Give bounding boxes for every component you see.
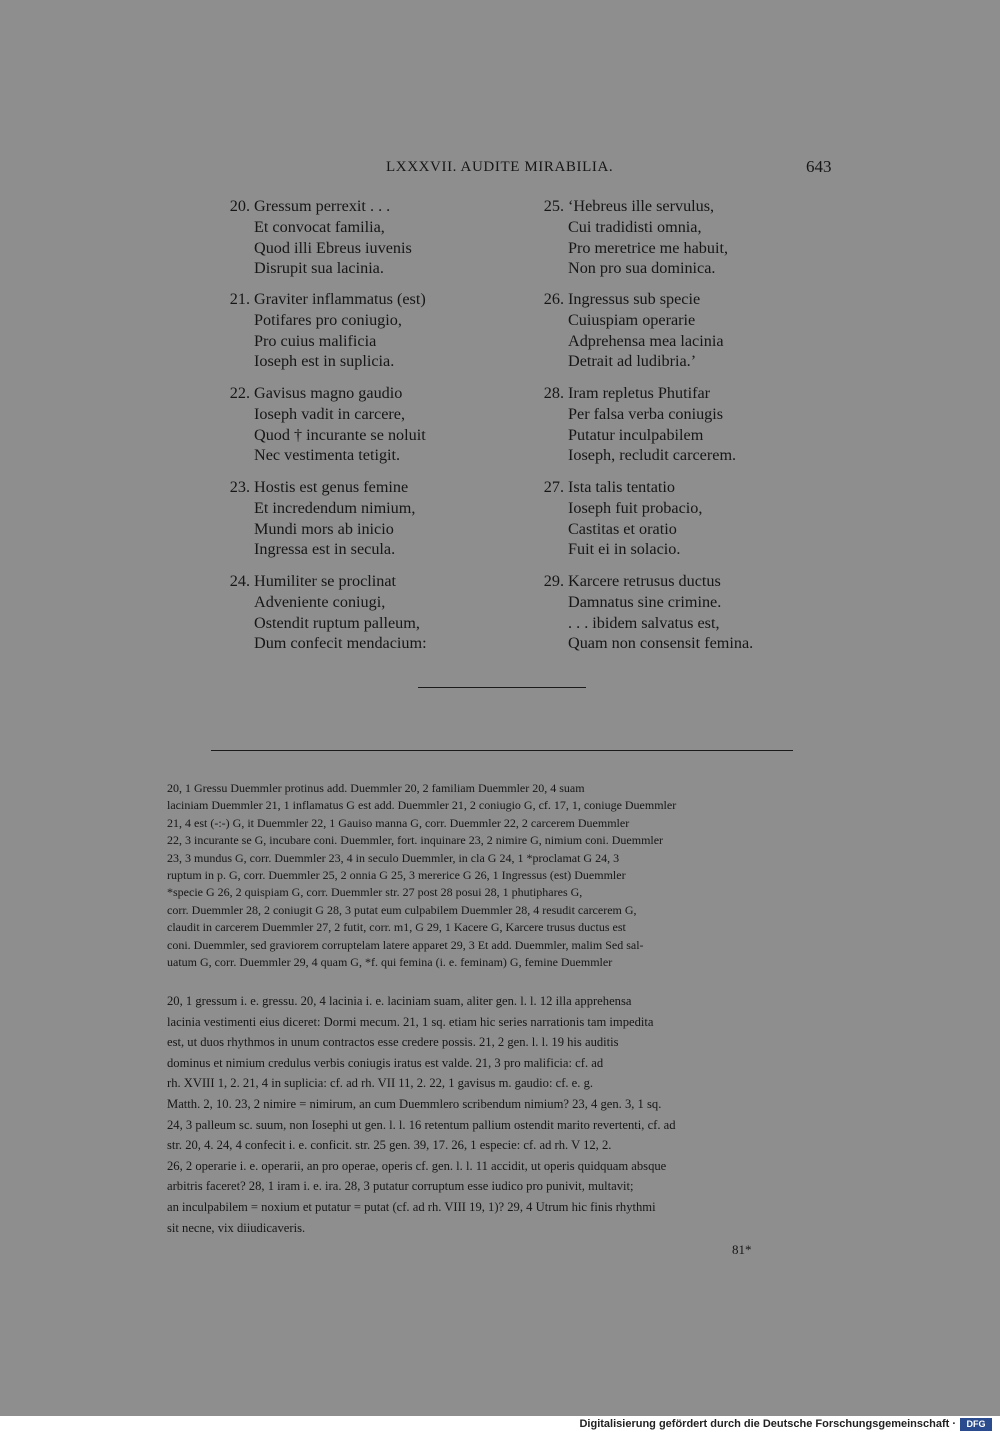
note-line: Matth. 2, 10. 23, 2 nimire = nimirum, an cum Duemmlero scribendum nimium? 23, 4 gen. 3, 1 sq. — [167, 1096, 662, 1111]
verse-line: Quam non consensit femina. — [568, 634, 754, 653]
verse-line: Et incredendum nimium, — [254, 498, 416, 517]
stanza-number: 27. — [543, 478, 564, 496]
stanza-number: 23. — [229, 478, 250, 496]
verse-line: Ioseph vadit in carcere, — [254, 404, 406, 423]
verse-line: Pro cuius malificia — [254, 331, 377, 350]
apparatus-line: *specie G 26, 2 quispiam G, corr. Duemmler str. 27 post 28 posui 28, 1 phutiphares G, — [167, 885, 583, 900]
stanza-number: 28. — [543, 384, 564, 402]
stanza-number: 29. — [543, 572, 564, 590]
stanza-29 — [543, 571, 754, 654]
note-line: 24, 3 palleum sc. suum, non Iosephi ut gen. l. l. 16 retentum pallium ostendit marito revertenti, cf. ad — [167, 1117, 676, 1132]
verse-line: Cui tradidisti omnia, — [568, 217, 702, 236]
verse-line: Adveniente coniugi, — [254, 592, 386, 611]
apparatus-line: 21, 4 est (-:-) G, it Duemmler 22, 1 Gauiso manna G, corr. Duemmler 22, 2 carcerem Duemmler — [167, 815, 630, 830]
dfg-logo-icon: DFG — [960, 1418, 992, 1431]
stanza-27 — [543, 477, 703, 560]
stanza-number: 22. — [229, 384, 250, 402]
apparatus-line: claudit in carcerem Duemmler 27, 2 futit, corr. m1, G 29, 1 Kacere G, Karcere trusus ductus est — [167, 920, 626, 935]
verse-line: . . . ibidem salvatus est, — [568, 613, 720, 632]
stanza-22 — [229, 383, 426, 466]
verse-line: Pro meretrice me habuit, — [568, 238, 729, 257]
note-line: 20, 1 gressum i. e. gressu. 20, 4 lacinia i. e. laciniam suam, aliter gen. l. l. 12 illa apprehensa — [167, 994, 632, 1008]
apparatus-line: 22, 3 incurante se G, incubare coni. Duemmler, fort. inquinare 23, 2 nimire G, nimium coni. Duemmler — [167, 833, 664, 848]
note-line: 26, 2 operarie i. e. operarii, an pro operae, operis cf. gen. l. l. 11 accidit, ut operis quidquam absque — [167, 1158, 667, 1173]
apparatus-divider-rule — [211, 750, 793, 751]
verse-line: Damnatus sine crimine. — [568, 592, 722, 611]
stanza-number: 20. — [229, 197, 250, 215]
verse-line: Gavisus magno gaudio — [254, 384, 403, 402]
apparatus-line: uatum G, corr. Duemmler 29, 4 quam G, *f. qui femina (i. e. feminam) G, femine Duemmler — [167, 954, 613, 969]
verse-line: Disrupit sua lacinia. — [254, 259, 384, 278]
verse-line: Ostendit ruptum palleum, — [254, 613, 420, 632]
note-line: rh. XVIII 1, 2. 21, 4 in suplicia: cf. ad rh. VII 11, 2. 22, 1 gavisus m. gaudio: cf. e. g. — [167, 1076, 594, 1091]
verse-line: Adprehensa mea lacinia — [568, 331, 724, 350]
verse-line: Ingressus sub specie — [568, 290, 701, 308]
commentary-notes — [167, 991, 837, 1238]
page-number: 643 — [806, 157, 832, 176]
footer-bar — [0, 1416, 1000, 1434]
verse-line: Mundi mors ab inicio — [254, 519, 394, 538]
verse-line: Gressum perrexit . . . — [254, 197, 391, 215]
signature-mark: 81* — [732, 1242, 752, 1257]
apparatus-line: ruptum in p. G, corr. Duemmler 25, 2 onnia G 25, 3 mererice G 26, 1 Ingressus (est) Duemmler — [167, 867, 626, 882]
apparatus-line: corr. Duemmler 28, 2 coniugit G 28, 3 putat eum culpabilem Duemmler 28, 4 resudit carcerem G, — [167, 902, 637, 917]
verse-line: Dum confecit mendacium: — [254, 634, 427, 653]
verse-line: Ioseph, recludit carcerem. — [568, 446, 737, 465]
verse-line: Ioseph est in suplicia. — [254, 352, 395, 371]
verse-line: Ioseph fuit probacio, — [568, 498, 703, 517]
verse-line: Detrait ad ludibria.’ — [568, 352, 697, 371]
stanza-23 — [229, 477, 416, 560]
verse-line: Putatur inculpabilem — [568, 425, 704, 444]
apparatus-line: coni. Duemmler, sed graviorem corruptelam latere apparet 29, 3 Et add. Duemmler, malim Sed sal- — [167, 937, 644, 952]
note-line: est, ut duos rhythmos in unum contractos esse credere possis. 21, 2 gen. l. l. 19 his auditis — [167, 1035, 619, 1050]
verse-line: Ista talis tentatio — [568, 478, 675, 496]
stanza-21 — [229, 289, 426, 372]
verse-line: Cuiuspiam operarie — [568, 310, 696, 329]
verse-line: Quod illi Ebreus iuvenis — [254, 238, 412, 257]
note-line: an inculpabilem = noxium et putatur = putat (cf. ad rh. VIII 19, 1)? 29, 4 Utrum hic finis rhythmi — [167, 1199, 656, 1214]
critical-apparatus — [167, 780, 837, 971]
verse-line: Iram repletus Phutifar — [568, 384, 711, 402]
verse-line: Nec vestimenta tetigit. — [254, 446, 401, 465]
verse-line: Fuit ei in solacio. — [568, 540, 681, 559]
verse-line: Humiliter se proclinat — [254, 572, 397, 590]
note-line: lacinia vestimenti eius diceret: Dormi mecum. 21, 1 sq. etiam hic series narrationis tam impedita — [167, 1014, 654, 1029]
stanza-number: 26. — [543, 290, 564, 308]
verse-line: Per falsa verba coniugis — [568, 404, 724, 423]
stanza-25 — [543, 196, 729, 279]
verse-line: Castitas et oratio — [568, 519, 677, 538]
apparatus-line: 23, 3 mundus G, corr. Duemmler 23, 4 in seculo Duemmler, in cla G 24, 1 *proclamat G 24, 3 — [167, 850, 620, 865]
verse-line: Quod † incurante se noluit — [254, 425, 426, 444]
apparatus-line: laciniam Duemmler 21, 1 inflamatus G est add. Duemmler 21, 2 coniugio G, cf. 17, 1, coniuge Duemmler — [167, 798, 677, 813]
note-line: arbitris faceret? 28, 1 iram i. e. ira. 28, 3 putatur corruptum esse iudico pro punivit, multavit; — [167, 1179, 634, 1194]
funding-notice: Digitalisierung gefördert durch die Deutsche Forschungsgemeinschaft · — [579, 1418, 956, 1430]
verse-line: Potifares pro coniugio, — [254, 310, 402, 329]
stanza-24 — [229, 571, 427, 654]
stanza-number: 25. — [543, 197, 564, 215]
note-line: dominus et nimium credulus verbis coniugis iratus est valde. 21, 3 pro malificia: cf. ad — [167, 1055, 604, 1070]
verse-line: ‘Hebreus ille servulus, — [568, 197, 715, 215]
verse-line: Hostis est genus femine — [254, 478, 409, 496]
note-line: str. 20, 4. 24, 4 confecit i. e. conficit. str. 25 gen. 39, 17. 26, 1 especie: cf. ad rh. V 12, 2. — [167, 1138, 612, 1153]
stanza-number: 24. — [229, 572, 250, 590]
verse-line: Graviter inflammatus (est) — [254, 290, 426, 308]
apparatus-line: 20, 1 Gressu Duemmler protinus add. Duemmler 20, 2 familiam Duemmler 20, 4 suam — [167, 781, 585, 795]
stanza-20 — [229, 196, 412, 279]
verse-line: Karcere retrusus ductus — [568, 572, 721, 590]
verse-line: Non pro sua dominica. — [568, 259, 716, 278]
running-title: LXXXVII. AUDITE MIRABILIA. — [386, 159, 614, 175]
stanza-28 — [543, 383, 737, 466]
verse-line: Ingressa est in secula. — [254, 540, 396, 559]
verse-line: Et convocat familia, — [254, 217, 385, 236]
note-line: sit necne, vix diiudicaveris. — [167, 1220, 306, 1235]
stanza-26 — [543, 289, 724, 372]
poem-end-rule — [418, 687, 586, 688]
stanza-number: 21. — [229, 290, 250, 308]
